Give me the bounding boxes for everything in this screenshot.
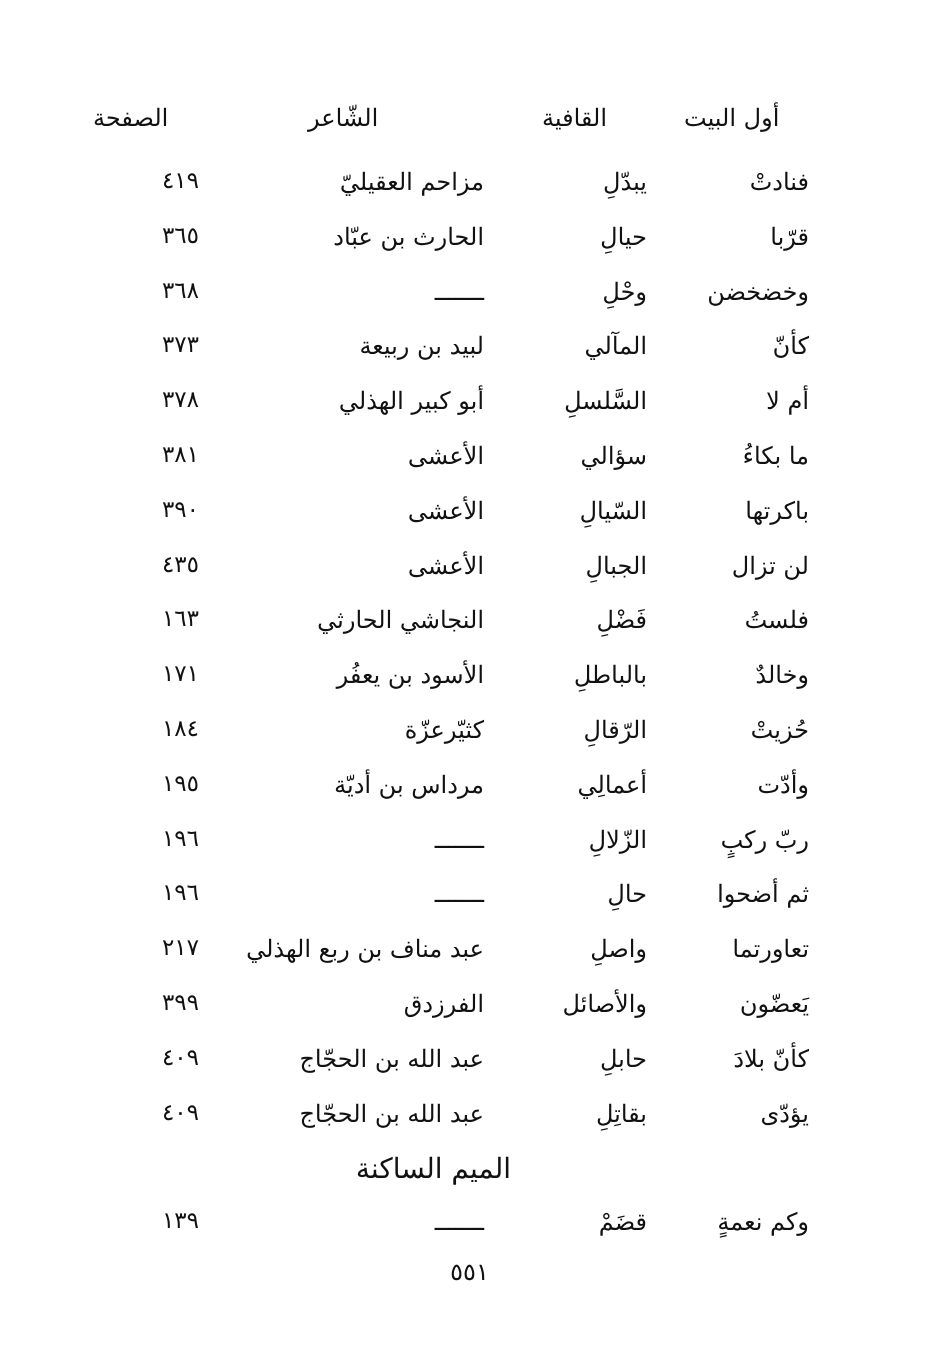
first-verse-cell: كأنّ بلادَ [733,1044,809,1073]
table-row [0,544,939,599]
page-cell: ٣٩٩ [161,989,199,1016]
first-verse-cell: يؤدّى [760,1099,809,1128]
page-cell: ١٣٩ [161,1208,199,1235]
rhyme-cell: السّيالِ [579,496,647,525]
rhyme-cell: المآلي [584,332,647,361]
table-row [0,1092,939,1147]
table-row [0,708,939,763]
table-row [0,489,939,544]
page-cell: ١٧١ [161,661,199,688]
first-verse-cell: فلستُ [744,606,809,635]
first-verse-cell: يَعضّون [739,989,809,1018]
first-verse-cell: وكم نعمةٍ [717,1208,809,1237]
table-row [0,379,939,434]
table-row [0,598,939,653]
section-heading-row [0,1146,939,1200]
page-cell: ٤٠٩ [161,1044,199,1071]
rhyme-cell: واصلِ [590,935,647,964]
table-row [0,215,939,270]
poet-cell: لبيد بن ربيعة [359,332,484,361]
first-verse-cell: قرّبا [770,222,809,251]
poet-cell: مزاحم العقيليّ [339,168,484,196]
rhyme-cell: الرّقالِ [583,715,647,744]
first-verse-cell: حُزيتْ [750,715,809,744]
first-verse-cell: باكرتها [745,496,809,525]
page-cell: ١٩٦ [161,880,199,907]
page-cell: ٣٧٣ [161,332,199,359]
table-header [0,104,939,144]
table-row [0,434,939,489]
rhyme-cell: حيالِ [600,222,647,251]
poet-cell: ـــــــ [434,1208,484,1237]
rhyme-cell: بالباطلِ [573,661,647,690]
page-cell: ٣٦٥ [161,222,199,249]
table-row [0,818,939,873]
page-cell: ٤١٩ [161,168,199,194]
rhyme-cell: السَّلسلِ [564,387,647,416]
first-verse-cell: أم لا [766,387,809,416]
rhyme-cell: سؤالي [580,441,647,470]
rhyme-cell: فَضْلِ [596,606,647,635]
header-first-verse: أول البيت [684,104,780,132]
poet-cell: ـــــــ [434,277,484,306]
poet-cell: مرداس بن أديّة [334,770,484,799]
first-verse-cell: ما بكاءُ [742,441,809,470]
poet-cell: النجاشي الحارثي [317,606,484,635]
header-page: الصفحة [93,104,169,132]
first-verse-cell: تعاورتما [732,935,809,964]
table-row [0,1037,939,1092]
header-poet: الشّاعر [308,104,379,132]
page-cell: ٣٦٨ [161,277,199,304]
first-verse-cell: وخالدٌ [755,661,809,690]
poet-cell: الفرزدق [403,989,484,1018]
table-row [0,160,939,215]
rhyme-cell: قضَمْ [598,1208,647,1237]
poet-cell: كثيّرعزّة [404,715,484,744]
table-row [0,1200,939,1255]
poet-cell: الأعشى [407,551,484,580]
poet-cell: ـــــــ [434,825,484,854]
table-row [0,324,939,379]
first-verse-cell: ثم أضحوا [717,880,809,909]
page-cell: ١٩٥ [161,770,199,797]
rhyme-cell: بقاتِلِ [596,1099,647,1128]
table-row [0,872,939,927]
poet-cell: الأعشى [407,496,484,525]
section-title: الميم الساكنة [355,1152,511,1186]
poet-cell: عبد مناف بن ربع الهذلي [246,935,484,964]
rhyme-cell: حالِ [607,880,647,909]
page-cell: ٣٩٠ [161,496,199,523]
page-cell: ٤٣٥ [161,551,199,578]
poet-cell: الأسود بن يعفُر [336,661,484,690]
first-verse-cell: وخضخضن [707,277,809,306]
page-cell: ٢١٧ [161,935,199,962]
rhyme-cell: يبدّلِ [603,168,647,196]
table-row [0,927,939,982]
table-row [0,270,939,325]
rhyme-cell: أعمالِي [577,770,647,799]
page-cell: ١٩٦ [161,825,199,852]
poet-cell: أبو كبير الهذلي [338,387,484,416]
first-verse-cell: كأنّ [772,332,809,361]
rhyme-cell: حابلِ [599,1044,647,1073]
index-table [0,160,939,1255]
rhyme-cell: الزّلالِ [588,825,647,854]
rhyme-cell: الجبالِ [585,551,647,580]
page-number: ٥٥١ [450,1258,489,1286]
table-row [0,982,939,1037]
table-row [0,763,939,818]
header-rhyme: القافية [542,104,608,132]
poet-cell: الأعشى [407,441,484,470]
page-cell: ١٦٣ [161,606,199,633]
page-cell: ٣٧٨ [161,387,199,414]
page-cell: ٤٠٩ [161,1099,199,1126]
page-cell: ١٨٤ [161,715,199,742]
first-verse-cell: ربّ ركبٍ [720,825,809,854]
rhyme-cell: والأصائل [562,989,647,1018]
first-verse-cell: وأدّت [757,770,809,799]
poet-cell: عبد الله بن الحجّاج [299,1099,484,1128]
rhyme-cell: وحْلِ [602,277,647,306]
first-verse-cell: فنادتْ [749,168,809,196]
poet-cell: ـــــــ [434,880,484,909]
poet-cell: الحارث بن عبّاد [333,222,484,251]
page-cell: ٣٨١ [161,441,199,468]
poet-cell: عبد الله بن الحجّاج [299,1044,484,1073]
table-row [0,653,939,708]
first-verse-cell: لن تزال [731,551,809,580]
